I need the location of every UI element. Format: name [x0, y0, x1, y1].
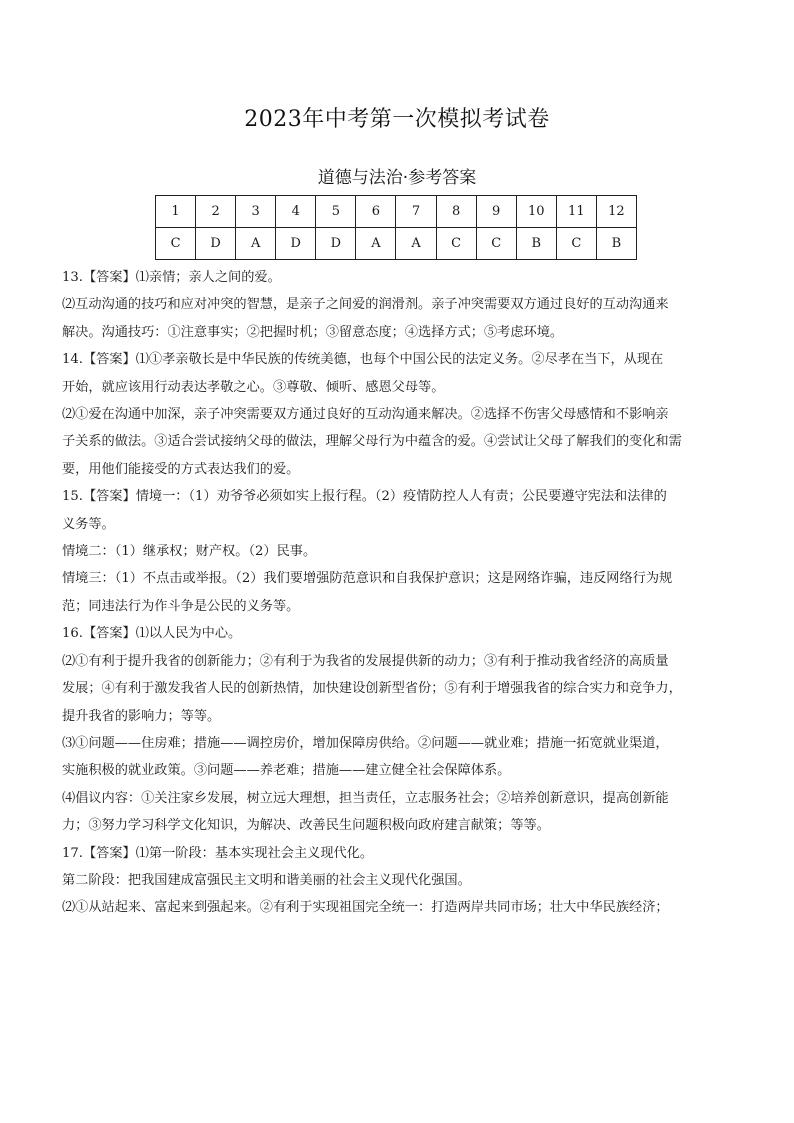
answer-line: 情境二：（1）继承权；财产权。（2）民事。	[62, 544, 317, 560]
question-number-cell: 4	[276, 196, 316, 228]
answer-cell: A	[396, 228, 436, 260]
question-number-cell: 6	[356, 196, 396, 228]
answer-cell: B	[596, 228, 636, 260]
answer-line: 开始，就应该用行动表达孝敬之心。③尊敬、倾听、感恩父母等。	[62, 379, 445, 395]
answer-line: 义务等。	[62, 516, 115, 532]
question-number-cell: 8	[436, 196, 476, 228]
answer-line: 17.【答案】⑴第一阶段：基本实现社会主义现代化。	[62, 845, 374, 861]
answer-table-answer-row	[156, 228, 637, 260]
answer-cell: C	[476, 228, 516, 260]
answer-cell: D	[196, 228, 236, 260]
question-number-cell: 2	[196, 196, 236, 228]
answer-cell: D	[316, 228, 356, 260]
answer-line: 14.【答案】⑴①孝亲敬长是中华民族的传统美德，也每个中国公民的法定义务。②尽孝在当下，从现在	[62, 352, 664, 368]
answer-cell: A	[236, 228, 276, 260]
answer-line: 要，用他们能接受的方式表达我们的爱。	[62, 461, 300, 477]
page-subtitle: 道德与法治·参考答案	[317, 168, 477, 188]
answer-line: 发展；④有利于激发我省人民的创新热情，加快建设创新型省份；⑤有利于增强我省的综合实力和竞争力，	[62, 681, 682, 697]
answer-cell: D	[276, 228, 316, 260]
question-number-cell: 3	[236, 196, 276, 228]
question-number-cell: 10	[516, 196, 556, 228]
answer-cell: C	[156, 228, 196, 260]
answer-line: 第二阶段：把我国建成富强民主文明和谐美丽的社会主义现代化强国。	[62, 872, 471, 888]
answer-line: 16.【答案】⑴以人民为中心。	[62, 626, 242, 642]
answer-body	[62, 264, 734, 922]
answer-line: ⑵①爱在沟通中加深，亲子冲突需要双方通过良好的互动沟通来解决。②选择不伤害父母感情和不影响亲	[62, 407, 669, 423]
question-number-cell: 5	[316, 196, 356, 228]
answer-line: ⑶①问题——住房难；措施——调控房价，增加保障房供给。②问题——就业难；措施一拓宽就业渠道，	[62, 735, 669, 751]
answer-line: 情境三：（1）不点击或举报。（2）我们要增强防范意识和自我保护意识；这是网络诈骗，违反网络行为规	[62, 571, 673, 587]
question-number-cell: 9	[476, 196, 516, 228]
answer-line: 13.【答案】⑴亲情；亲人之间的爱。	[62, 270, 281, 285]
answer-cell: C	[436, 228, 476, 260]
answer-line: 实施积极的就业政策。③问题——养老难；措施——建立健全社会保障体系。	[62, 763, 511, 779]
page-title: 2023年中考第一次模拟考试卷	[244, 107, 550, 132]
question-number-cell: 1	[156, 196, 196, 228]
answer-line: 子关系的做法。③适合尝试接纳父母的做法，理解父母行为中蕴含的爱。④尝试让父母了解我们的变化和需	[62, 434, 682, 450]
answer-line: 提升我省的影响力；等等。	[62, 708, 221, 724]
answer-cell: B	[516, 228, 556, 260]
answer-table	[155, 195, 637, 260]
answer-line: ⑷倡议内容：①关注家乡发展，树立远大理想，担当责任，立志服务社会；②培养创新意识，提高创新能	[62, 790, 669, 806]
answer-line: ⑵①有利于提升我省的创新能力；②有利于为我省的发展提供新的动力；③有利于推动我省经济的高质量	[62, 653, 669, 669]
question-number-cell: 11	[556, 196, 596, 228]
answer-line: 力；③努力学习科学文化知识，为解决、改善民生问题积极向政府建言献策；等等。	[62, 818, 550, 834]
answer-table-number-row	[156, 196, 637, 228]
answer-cell: A	[356, 228, 396, 260]
answer-line: 范；同违法行为作斗争是公民的义务等。	[62, 598, 300, 614]
question-number-cell: 12	[596, 196, 636, 228]
answer-line: ⑵互动沟通的技巧和应对冲突的智慧，是亲子之间爱的润滑剂。亲子冲突需要双方通过良好的互动沟通来	[62, 297, 669, 313]
answer-cell: C	[556, 228, 596, 260]
answer-line: 15.【答案】情境一：（1）劝爷爷必须如实上报行程。（2）疫情防控人人有责；公民要遵守宪法和法律的	[62, 489, 667, 505]
question-number-cell: 7	[396, 196, 436, 228]
answer-line: ⑵①从站起来、富起来到强起来。②有利于实现祖国完全统一：打造两岸共同市场；壮大中华民族经济；	[62, 900, 669, 916]
answer-line: 解决。沟通技巧：①注意事实；②把握时机；③留意态度；④选择方式；⑤考虑环境。	[62, 324, 564, 340]
